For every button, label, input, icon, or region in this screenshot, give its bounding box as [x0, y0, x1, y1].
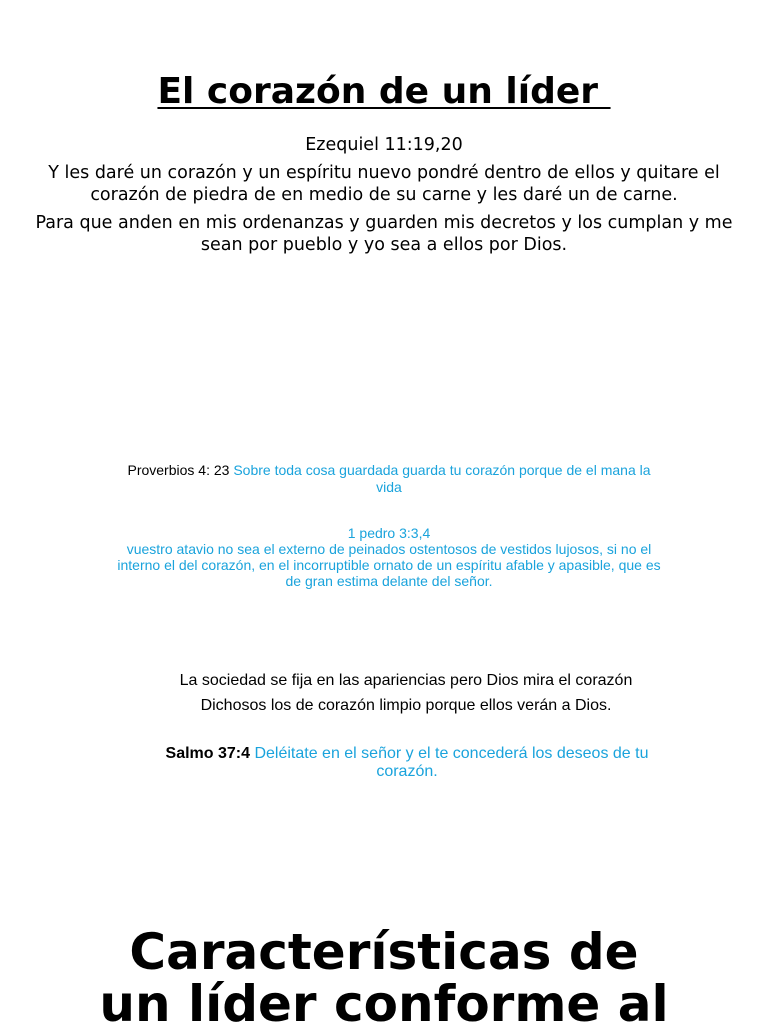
section-heading-line-1: Características de	[129, 923, 639, 981]
proverbios-reference: Proverbios 4: 23	[127, 462, 234, 478]
salmo-passage	[150, 745, 664, 781]
section-heading	[0, 923, 768, 1033]
page-title-text: El corazón de un líder	[157, 71, 611, 112]
ezequiel-reference: Ezequiel 11:19,20	[305, 135, 463, 155]
proverbios-text: Sobre toda cosa guardada guarda tu corazón porque de el mana la vida	[233, 462, 651, 495]
ezequiel-passage	[24, 134, 744, 262]
proverbios-passage	[114, 462, 664, 495]
section-heading-line-2: un líder conforme al	[99, 975, 669, 1033]
sayings-block	[100, 668, 712, 718]
saying-appearances: La sociedad se fija en las apariencias pero Dios mira el corazón	[179, 672, 633, 689]
ezequiel-verse-1: Y les daré un corazón y un espíritu nuevo pondré dentro de ellos y quitare el corazón de piedra de en medio de su carne y les daré un de carne.	[48, 163, 720, 205]
saying-pure-heart: Dichosos los de corazón limpio porque ellos verán a Dios.	[200, 697, 612, 714]
page-title	[0, 70, 768, 114]
ezequiel-verse-2: Para que anden en mis ordenanzas y guarden mis decretos y los cumplan y me sean por pueblo y yo sea a ellos por Dios.	[35, 213, 733, 255]
salmo-reference: Salmo 37:4	[165, 745, 250, 762]
salmo-text: Deléitate en el señor y el te concederá los deseos de tu corazón.	[250, 745, 649, 780]
pedro-passage	[114, 525, 664, 589]
pedro-text: vuestro atavio no sea el externo de peinados ostentosos de vestidos lujosos, si no el interno el del corazón, en el incorruptible ornato de un espíritu afable y apasible, que es de gran estima delante del señor.	[117, 541, 661, 589]
pedro-reference: 1 pedro 3:3,4	[347, 525, 431, 541]
